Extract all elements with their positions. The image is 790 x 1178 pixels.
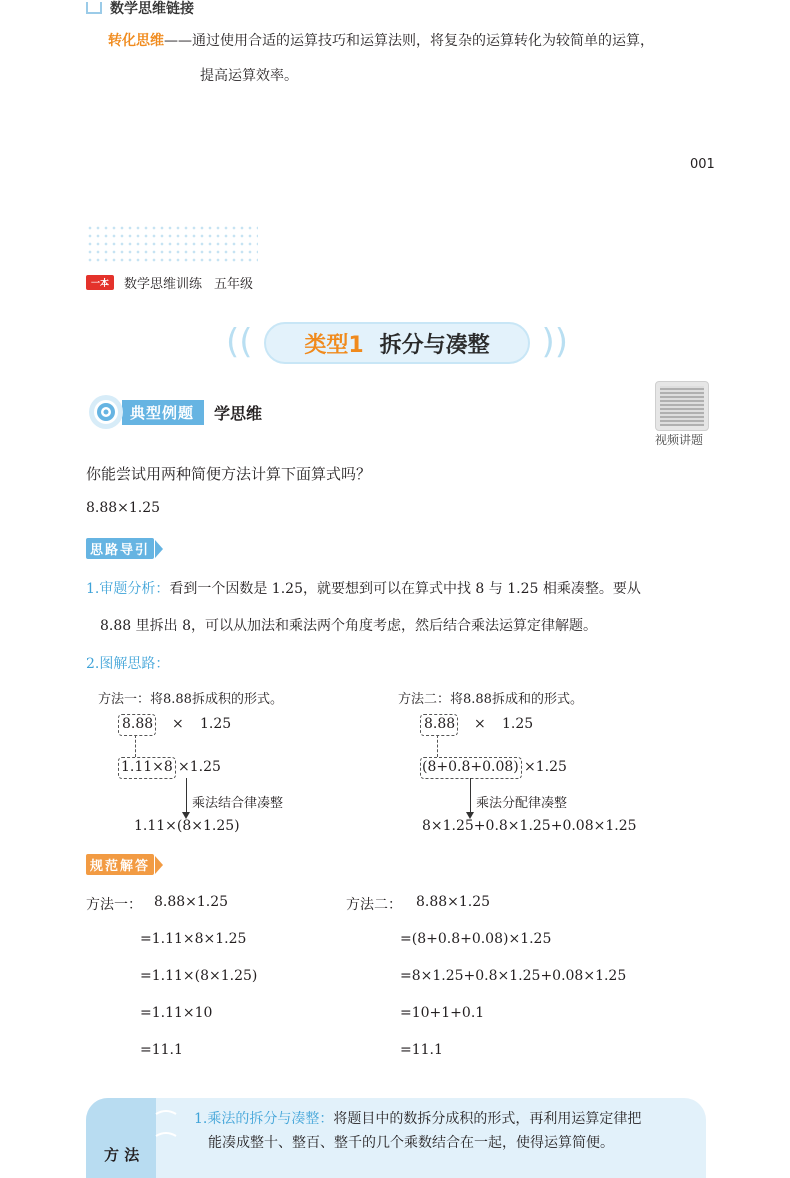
section-icon [86,2,102,14]
diagram1-arrow-label: 乘法结合律凑整 [192,796,284,811]
method2-line: =10+1+0.1 [400,1005,485,1021]
example-badge: 典型例题 [122,400,204,425]
banner-left-brackets: (( [226,322,253,362]
method2-label: 方法二： [346,897,402,913]
qr-caption: 视频讲题 [655,433,704,447]
term-dash: —— [164,33,192,49]
page-header [86,273,253,292]
methods-side-tab [86,1098,156,1178]
example-heading [88,394,262,430]
diagram1-top-num: 8.88 [122,716,154,732]
diagram1-top-factor: 1.25 [200,716,232,732]
methods-item1-cont: 能凑成整十、整百、整千的几个乘数结合在一起，使得运算简便。 [208,1135,614,1151]
guide-step1-cont: 8.88 里拆出 8，可以从加法和乘法两个角度考虑，然后结合乘法运算定律解题。 [100,618,597,634]
banner-pill [264,322,530,364]
guide-step1 [86,578,641,598]
header-dot-pattern [86,224,258,266]
diagram2-times: × [474,716,486,732]
diagram1-arrow [186,778,187,816]
diagram2-arrow-label: 乘法分配律凑整 [476,796,568,811]
method1-line: 8.88×1.25 [154,894,229,910]
page-number: 001 [690,157,715,172]
qr-code-pattern [660,386,704,426]
diagram2-top-factor: 1.25 [502,716,534,732]
qr-code[interactable] [655,381,709,431]
definition-line2: 提高运算效率。 [200,68,298,84]
grade-label: 五年级 [214,277,254,292]
guide-step1-text: 看到一个因数是 1.25，就要想到可以在算式中找 8 与 1.25 相乘凑整。要从 [169,581,641,597]
method1-line: =11.1 [140,1042,183,1058]
prev-section-header [86,0,194,16]
guide-tag-arrow [155,540,163,558]
method2-line: =(8+0.8+0.08)×1.25 [400,931,552,947]
diagram1-times: × [172,716,184,732]
type-title: 拆分与凑整 [379,332,490,358]
conversion-thinking-line1 [108,30,654,50]
definition-line1: 通过使用合适的运算技巧和运算法则，将复杂的运算转化为较简单的运算， [192,33,654,49]
method2-line: 8.88×1.25 [416,894,491,910]
method1-line: =1.11×(8×1.25) [140,968,258,984]
guide-step1-label: 1.审题分析： [86,581,170,597]
diagram1-mid-box-text: 1.11×8 [121,759,173,775]
diagram1-caption: 方法一：将8.88拆成积的形式。 [98,692,283,707]
method1-line: =1.11×10 [140,1005,213,1021]
book-title: 数学思维训练 [124,277,203,292]
diagram2-top-num: 8.88 [424,716,456,732]
target-icon [88,394,124,430]
answer-title: 规范解答 [86,854,154,875]
methods-item1-text: 将题目中的数拆分成积的形式，再利用运算定律把 [333,1111,642,1127]
side-label-2: 法 [124,1146,140,1164]
diagram-method2 [398,688,698,838]
methods-side-label [104,1144,139,1165]
diagram2-arrow [470,778,471,816]
publisher-logo: 一本 [86,275,114,290]
answer-tag-arrow [155,856,163,874]
method1-line: =1.11×8×1.25 [140,931,247,947]
type-banner [226,322,568,364]
methods-item1-label: 1.乘法的拆分与凑整： [194,1111,334,1127]
example-expression: 8.88×1.25 [86,500,161,516]
diagram2-connector [437,735,438,757]
guide-title: 思路导引 [86,538,154,559]
type-label: 类型1 [304,332,364,358]
answer-title-tag [86,854,163,875]
diagram1-connector [135,735,136,757]
guide-step2-label: 2.图解思路： [86,656,170,672]
guide-title-tag [86,538,163,559]
prev-section-label: 数学思维链接 [110,1,194,17]
term: 转化思维 [108,33,164,49]
diagram1-mid-rest: ×1.25 [178,759,221,775]
binder-rings [152,1106,182,1166]
diagram2-mid-rest: ×1.25 [524,759,567,775]
methods-item1 [194,1108,641,1128]
diagram2-mid-box-text: (8+0.8+0.08) [422,759,519,775]
example-question: 你能尝试用两种简便方法计算下面算式吗？ [86,465,372,483]
diagram-method1 [98,688,388,838]
side-label-1: 方 [104,1146,120,1164]
banner-right-brackets: )) [541,322,568,362]
method2-line: =8×1.25+0.8×1.25+0.08×1.25 [400,968,627,984]
methods-box [86,1098,706,1178]
diagram2-result: 8×1.25+0.8×1.25+0.08×1.25 [422,818,637,834]
example-subtitle: 学思维 [214,403,263,423]
diagram2-caption: 方法二：将8.88拆成和的形式。 [398,692,583,707]
diagram1-result: 1.11×(8×1.25) [134,818,240,834]
method2-line: =11.1 [400,1042,443,1058]
method1-label: 方法一： [86,897,142,913]
